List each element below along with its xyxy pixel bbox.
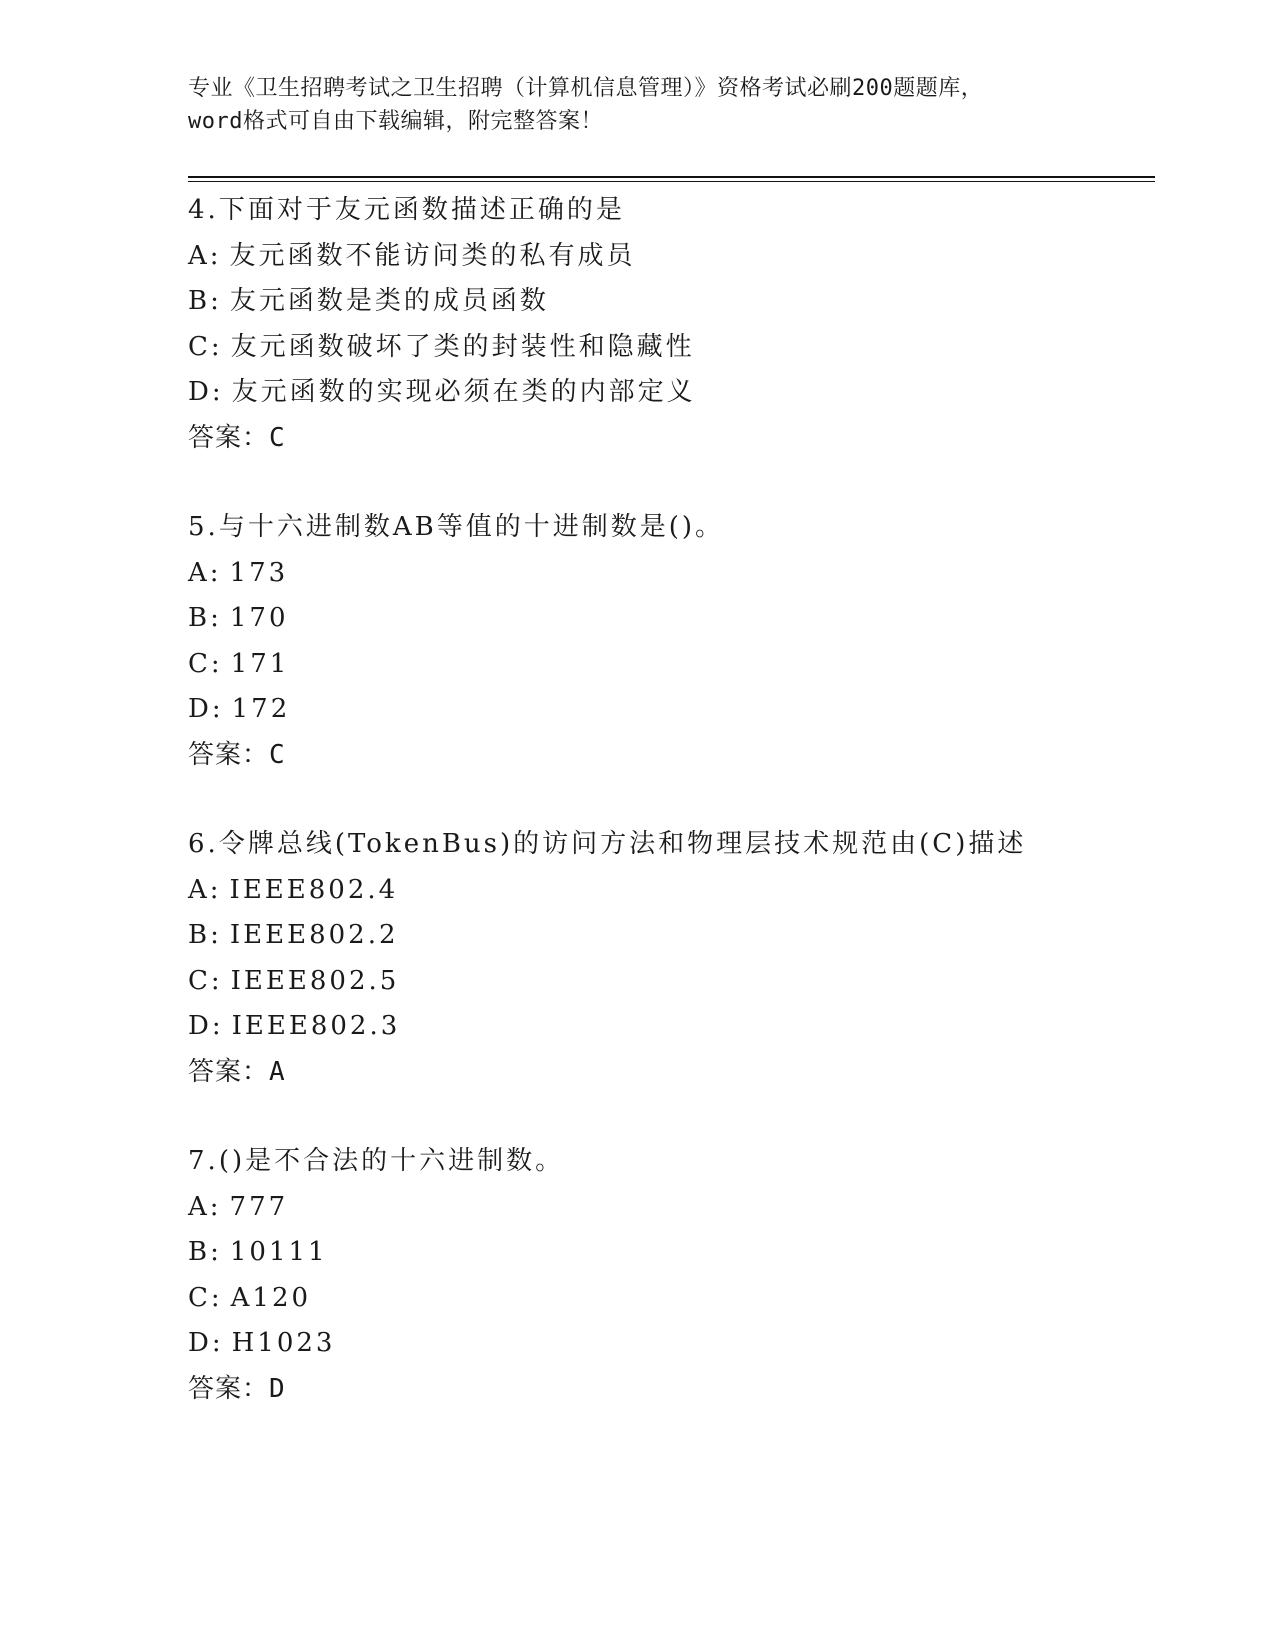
option-c xyxy=(188,1276,1148,1322)
option-label: A: xyxy=(188,874,222,905)
header-divider xyxy=(188,176,1155,178)
header-divider-thin xyxy=(188,181,1155,182)
question-stem xyxy=(188,822,1148,868)
option-c xyxy=(188,642,1148,688)
question-number: 4. xyxy=(188,195,219,225)
option-label: A: xyxy=(188,1191,222,1222)
option-d xyxy=(188,687,1148,733)
question-stem xyxy=(188,505,1148,551)
option-text: 171 xyxy=(230,648,290,679)
option-label: A: xyxy=(188,557,222,588)
option-text: H1023 xyxy=(231,1328,336,1359)
option-label: C: xyxy=(188,648,223,679)
question-number: 6. xyxy=(188,829,219,859)
option-d xyxy=(188,370,1148,416)
option-text: 173 xyxy=(229,557,289,588)
option-d xyxy=(188,1321,1148,1367)
option-text: 友元函数破坏了类的封装性和隐藏性 xyxy=(230,331,695,362)
option-label: D: xyxy=(188,377,224,408)
answer: 答案：D xyxy=(188,1373,286,1404)
question-text: 下面对于友元函数描述正确的是 xyxy=(218,195,625,225)
option-a xyxy=(188,868,1148,914)
option-b xyxy=(188,1230,1148,1276)
option-label: A: xyxy=(188,240,222,271)
option-a xyxy=(188,1185,1148,1231)
option-label: D: xyxy=(188,1328,224,1359)
option-label: B: xyxy=(188,920,222,951)
option-label: D: xyxy=(188,1011,224,1042)
option-text: 友元函数的实现必须在类的内部定义 xyxy=(231,377,696,408)
question-block xyxy=(188,1139,1148,1413)
document-header xyxy=(188,72,1088,138)
option-b xyxy=(188,279,1148,325)
option-b xyxy=(188,913,1148,959)
question-text: 令牌总线(TokenBus)的访问方法和物理层技术规范由(C)描述 xyxy=(218,829,1027,859)
option-d xyxy=(188,1004,1148,1050)
answer: 答案：C xyxy=(188,739,286,770)
option-text: 777 xyxy=(229,1191,289,1222)
option-text: IEEE802.2 xyxy=(229,920,399,951)
option-label: C: xyxy=(188,331,223,362)
option-text: 友元函数是类的成员函数 xyxy=(229,286,549,317)
option-text: 友元函数不能访问类的私有成员 xyxy=(229,240,636,271)
header-line-1: 专业《卫生招聘考试之卫生招聘（计算机信息管理）》资格考试必刷200题题库， xyxy=(188,76,984,101)
question-block xyxy=(188,188,1148,462)
option-text: 170 xyxy=(229,603,289,634)
question-block xyxy=(188,505,1148,779)
option-text: IEEE802.4 xyxy=(229,874,399,905)
option-label: B: xyxy=(188,1237,222,1268)
option-text: IEEE802.5 xyxy=(230,965,400,996)
option-text: 10111 xyxy=(229,1237,328,1268)
option-label: C: xyxy=(188,1282,223,1313)
option-label: C: xyxy=(188,965,223,996)
option-c xyxy=(188,325,1148,371)
question-number: 7. xyxy=(188,1146,219,1176)
answer: 答案：C xyxy=(188,422,286,453)
question-text: ()是不合法的十六进制数。 xyxy=(218,1146,565,1176)
question-stem xyxy=(188,1139,1148,1185)
option-text: IEEE802.3 xyxy=(231,1011,401,1042)
option-label: D: xyxy=(188,694,224,725)
option-text: 172 xyxy=(231,694,291,725)
option-label: B: xyxy=(188,603,222,634)
option-label: B: xyxy=(188,286,222,317)
answer: 答案：A xyxy=(188,1056,286,1087)
option-a xyxy=(188,234,1148,280)
option-a xyxy=(188,551,1148,597)
header-line-2: word格式可自由下载编辑，附完整答案！ xyxy=(188,109,603,134)
question-block xyxy=(188,822,1148,1096)
question-text: 与十六进制数AB等值的十进制数是()。 xyxy=(218,512,724,542)
question-number: 5. xyxy=(188,512,219,542)
option-text: A120 xyxy=(230,1282,312,1313)
option-b xyxy=(188,596,1148,642)
question-stem xyxy=(188,188,1148,234)
option-c xyxy=(188,959,1148,1005)
